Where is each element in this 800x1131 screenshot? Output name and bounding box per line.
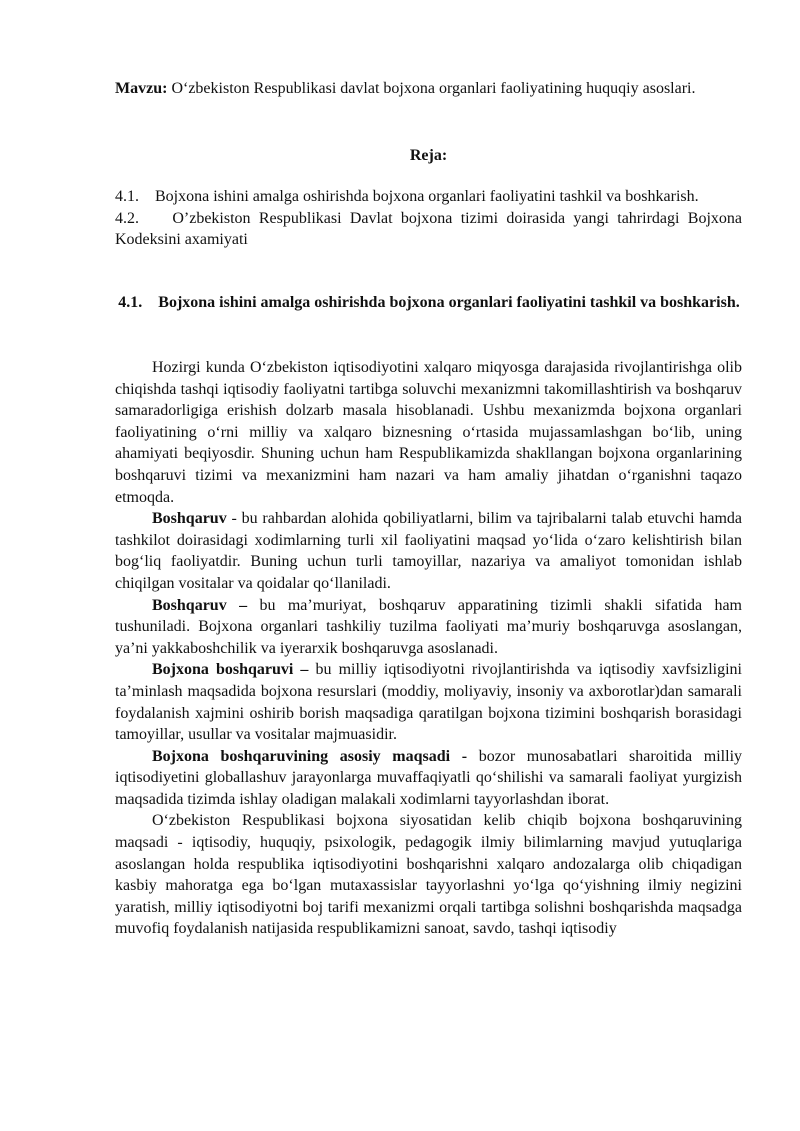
- paragraph: [115, 508, 742, 594]
- plan-list: [115, 186, 742, 251]
- paragraph: [115, 746, 742, 811]
- topic-text: O‘zbekiston Respublikasi davlat bojxona organlari faoliyatining huquqiy asoslari.: [167, 80, 696, 97]
- plan-item-number: 4.1.: [115, 188, 139, 205]
- plan-item-number: 4.2.: [115, 209, 139, 227]
- paragraph-term: Bojxona boshqaruvining asosiy maqsadi -: [152, 747, 468, 765]
- section-title: Bojxona ishini amalga oshirishda bojxona organlari faoliyatini tashkil va boshkarish.: [158, 294, 740, 311]
- paragraph: [115, 810, 742, 940]
- paragraph-text: bu ma’muriyat, boshqaruv apparatining tizimli shakli sifatida ham tushuniladi. Bojxona organlari tashkiliy tuzilma faoliyati ma’muriy boshqaruvga asoslangan, ya’ni yakkaboshchilik va iyerarxik boshqaruvga asoslanadi.: [115, 596, 742, 657]
- plan-item: [115, 208, 742, 251]
- paragraph-text: O‘zbekiston Respublikasi bojxona siyosatidan kelib chiqib bojxona boshqaruvining maqsadi - iqtisodiy, huquqiy, psixologik, pedagogik ilmiy bilimlarning mavjud yutuqlariga asoslangan holda respublika iqtisodiyotini boshqarishni xalqaro andozalarga olib chiqadigan kasbiy mahoratga ega bo‘lgan mutaxassislar tayyorlashni yo‘lga qo‘yishning ilmiy negizini yaratish, milliy iqtisodiyotni boj tarifi mexanizmi orqali tartibga solishni boshqarishda maqsadga muvofiq foydalanish natijasida respublikamizni sanoat, savdo, tashqi iqtisodiy: [115, 812, 742, 938]
- plan-item: [115, 186, 742, 208]
- paragraph: [115, 659, 742, 745]
- plan-item-text: Bojxona ishini amalga oshirishda bojxona organlari faoliyatini tashkil va boshkarish.: [155, 188, 699, 205]
- paragraph-text: bu milliy iqtisodiyotni rivojlantirishda va iqtisodiy xavfsizligini ta’minlash maqsadida bojxona resurslari (moddiy, moliyaviy, insoniy va axborotlar)dan samarali foydalanish xajmini oshirib borish maqsadiga qaratilgan bojxona tizimini boshqarish borasidagi tamoyillar, usullar va vositalar majmuasidir.: [115, 661, 742, 744]
- plan-title-text: Reja:: [409, 147, 448, 164]
- paragraph-term: Boshqaruv: [152, 510, 227, 528]
- paragraph-term: Boshqaruv –: [152, 596, 248, 614]
- section-heading: [118, 292, 740, 314]
- plan-title: [115, 145, 742, 167]
- paragraph: [115, 357, 742, 508]
- paragraph-text: bozor munosabatlari sharoitida milliy iqtisodiyetini globallashuv jarayonlarga muvaffaqiyatli qo‘shilishi va samarali faoliyat yurgizish maqsadida tizimda ishlay oladigan malakali xodimlarni tayyorlashdan iborat.: [115, 747, 743, 808]
- section-number: 4.1.: [118, 294, 143, 311]
- topic-label: Mavzu:: [115, 80, 168, 97]
- paragraph-text: - bu rahbardan alohida qobiliyatlarni, bilim va tajribalarni talab etuvchi hamda tashkilot doirasidagi xodimlarning turli xil faoliyatini maqsad yo‘lida o‘zaro kelishtirish bilan bog‘liq faoliyatdir. Buning uchun turli tamoyillar, nazariya va amaliyot tomonidan ishlab chiqilgan vositalar va qoidalar qo‘llaniladi.: [115, 510, 742, 592]
- paragraph: [115, 595, 742, 660]
- topic-line: [115, 78, 742, 100]
- paragraph-text: Hozirgi kunda O‘zbekiston iqtisodiyotini xalqaro miqyosga darajasida rivojlantirishga olib chiqishda tashqi iqtisodiy faoliyatni tartibga soluvchi mexanizmni takomillashtirish va boshqaruv samaradorligiga erishish dolzarb masala hisoblanadi. Ushbu mexanizmda bojxona organlari faoliyatining o‘rni milliy va xalqaro biznesning o‘rtasida mujassamlashgan bo‘lib, uning ahamiyati beqiyosdir. Shuning uchun ham Respublikamizda shakllangan bojxona organlarining boshqaruvi tizimi va mexanizmini ham nazari va ham amaliy jihatdan o‘rganishni taqazo etmoqda.: [115, 359, 742, 506]
- body-text: [115, 357, 742, 940]
- plan-item-text: O’zbekiston Respublikasi Davlat bojxona tizimi doirasida yangi tahrirdagi Bojxona Kodeksini axamiyati: [115, 209, 743, 249]
- paragraph-term: Bojxona boshqaruvi –: [152, 661, 309, 679]
